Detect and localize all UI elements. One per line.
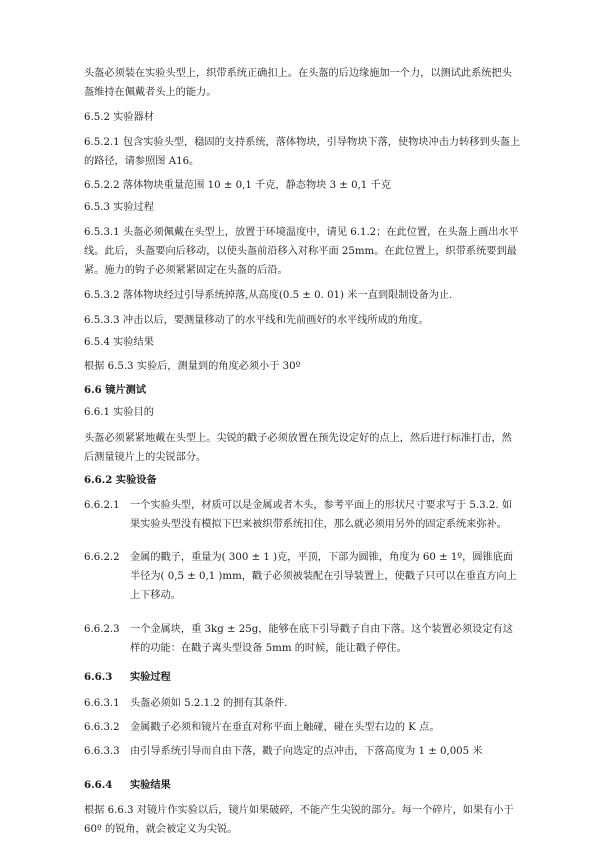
clause-6-6-2-1 xyxy=(84,496,522,536)
clause-6-5-3-3: 6.5.3.3 冲击以后，要测量移动了的水平线和先前画好的水平线所成的角度。 xyxy=(84,315,429,326)
heading-6-6: 6.6 镜片测试 xyxy=(84,384,147,396)
clause-number: 6.6.3.1 xyxy=(84,698,120,709)
heading-6-5-4: 6.5.4 实验结果 xyxy=(84,337,154,348)
heading-6-6-1: 6.6.1 实验目的 xyxy=(84,407,154,418)
heading-6-6-3 xyxy=(84,668,522,688)
heading-text: 实验结果 xyxy=(130,779,171,791)
clause-text: 由引导系统引导而自由下落，戳子向选定的点冲击，下落高度为 1 ± 0,005 米 xyxy=(130,746,483,757)
clause-text: 金属的戳子，重量为( 300 ± 1 )克，平顶，下部为圆锥，角度为 60 ± 1º，圆锥底面半径为( 0,5 ± 0,1 )mm，戳子必须被装配在引导装置上，使戳子只可以在垂直方向上上下移动。 xyxy=(130,552,517,601)
clause-6-6-2-3 xyxy=(84,620,522,660)
clause-6-5-2-1: 6.5.2.1 包含实验头型，稳固的支持系统，落体物块，引导物块下落，使物块冲击力转移到头盔上的路径，请参照图 A16。 xyxy=(84,137,521,167)
clause-number: 6.6.2.3 xyxy=(84,624,120,635)
clause-number: 6.6.3.2 xyxy=(84,722,120,733)
clause-6-5-2-2: 6.5.2.2 落体物块重量范围 10 ± 0,1 千克，静态物块 3 ± 0,1 千克 xyxy=(84,180,391,191)
heading-number: 6.6.4 xyxy=(84,779,113,791)
clause-6-6-3-3 xyxy=(84,742,522,762)
clause-text: 一个实验头型，材质可以是金属或者木头，参考平面上的形状尺寸要求写于 5.3.2. 如果实验头型没有模拟下巴来被织带系统扣住，那么就必须用另外的固定系统来弥补。 xyxy=(130,500,513,530)
clause-number: 6.6.3.3 xyxy=(84,746,120,757)
clause-text: 金属戳子必须和镜片在垂直对称平面上触碰，碰在头型右边的 K 点。 xyxy=(130,722,440,733)
heading-6-5-2: 6.5.2 实验器材 xyxy=(84,112,154,123)
heading-number: 6.6.3 xyxy=(84,671,113,683)
heading-6-6-4 xyxy=(84,776,522,796)
clause-number: 6.6.2.1 xyxy=(84,500,120,511)
clause-6-6-1: 头盔必须紧紧地戴在头型上。尖锐的戳子必须放置在预先设定好的点上，然后进行标准打击，然后测量镜片上的尖锐部分。 xyxy=(84,433,512,463)
heading-text: 实验过程 xyxy=(130,671,171,683)
clause-6-6-3-2 xyxy=(84,718,522,738)
clause-text: 头盔必须如 5.2.1.2 的拥有其条件. xyxy=(130,698,288,709)
clause-6-6-2-2 xyxy=(84,548,522,608)
clause-6-5-3-1: 6.5.3.1 头盔必须佩戴在头型上，放置于环境温度中，请见 6.1.2；在此位置，在头盔上画出水平线。此后，头盔要向后移动，以使头盔前沿移入对称平面 25mm。在此位置上，织带系统要到最紧。施力的钩子必须紧紧固定在头盔的后沿。 xyxy=(84,227,519,276)
intro-paragraph: 头盔必须装在实验头型上，织带系统正确扣上。在头盔的后边缘施加一个力，以测试此系统把头盔维持在佩戴者头上的能力。 xyxy=(84,68,512,98)
heading-6-6-2: 6.6.2 实验设备 xyxy=(84,474,157,486)
clause-text: 一个金属块，重 3kg ± 25g，能够在底下引导戳子自由下落。这个装置必须设定有这样的功能：在戳子离头型设备 5mm 的时候，能让戳子停住。 xyxy=(130,624,513,654)
result-6-6-4: 根据 6.6.3 对镜片作实验以后，镜片如果破碎，不能产生尖锐的部分。每一个碎片，如果有小于 60º 的锐角，就会被定义为尖锐。 xyxy=(84,805,514,835)
heading-6-5-3: 6.5.3 实验过程 xyxy=(84,202,154,213)
result-6-5-4: 根据 6.5.3 实验后，测量到的角度必须小于 30º xyxy=(84,361,301,372)
clause-6-5-3-2: 6.5.3.2 落体物块经过引导系统掉落,从高度(0.5 ± 0. 01) 米一直到限制设备为止. xyxy=(84,290,453,301)
clause-6-6-3-1 xyxy=(84,694,522,714)
clause-number: 6.6.2.2 xyxy=(84,552,120,563)
